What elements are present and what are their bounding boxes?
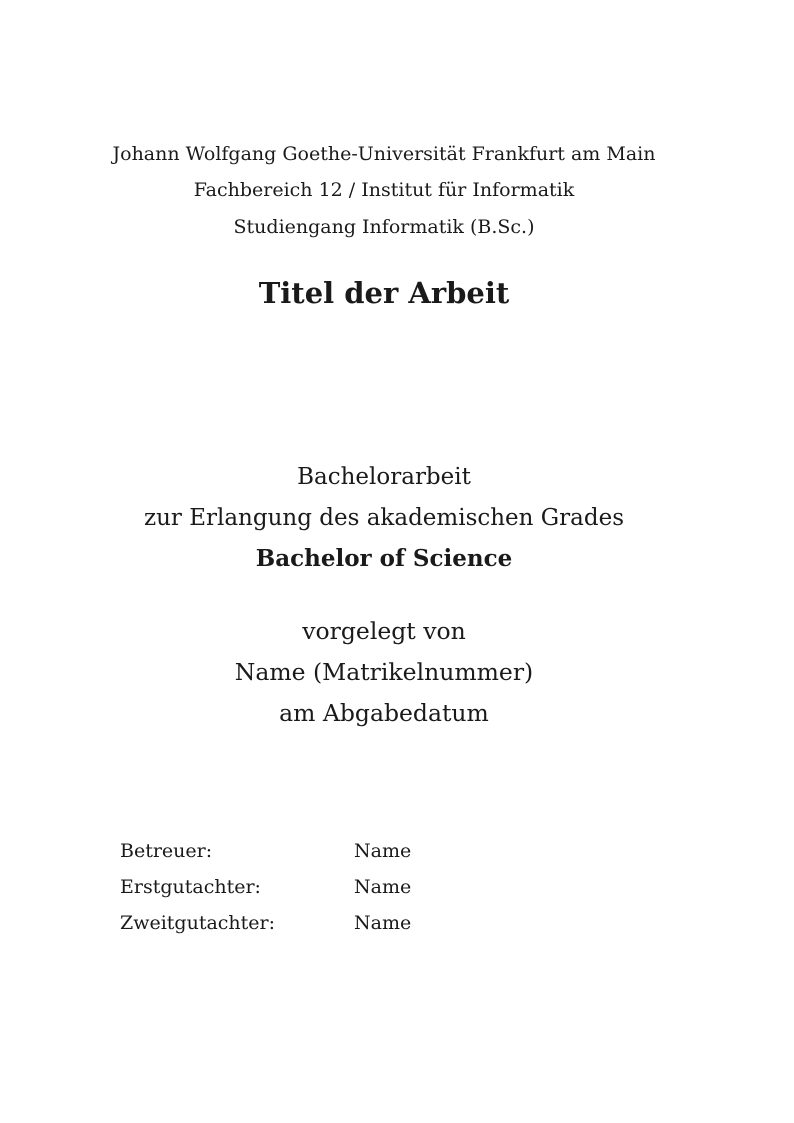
submitted-by-label: vorgelegt von <box>302 617 466 645</box>
first-reviewer-name: Name <box>354 876 412 898</box>
second-reviewer-name: Name <box>354 912 412 934</box>
second-reviewer-role: Zweitgutachter: <box>120 912 276 934</box>
supervisor-name: Name <box>354 840 412 862</box>
author-name: Name (Matrikelnummer) <box>234 658 534 686</box>
university-name: Johann Wolfgang Goethe-Universität Frankfurt am Main <box>112 143 656 165</box>
thesis-title: Titel der Arbeit <box>258 276 510 310</box>
thesis-type: Bachelorarbeit <box>297 464 471 490</box>
study-program: Studiengang Informatik (B.Sc.) <box>233 216 535 238</box>
submission-date: am Abgabedatum <box>279 699 489 727</box>
first-reviewer-role: Erstgutachter: <box>120 876 261 898</box>
degree-name: Bachelor of Science <box>255 545 513 572</box>
supervisor-role: Betreuer: <box>120 840 213 862</box>
department-name: Fachbereich 12 / Institut für Informatik <box>193 179 575 201</box>
thesis-purpose: zur Erlangung des akademischen Grades <box>143 505 625 531</box>
